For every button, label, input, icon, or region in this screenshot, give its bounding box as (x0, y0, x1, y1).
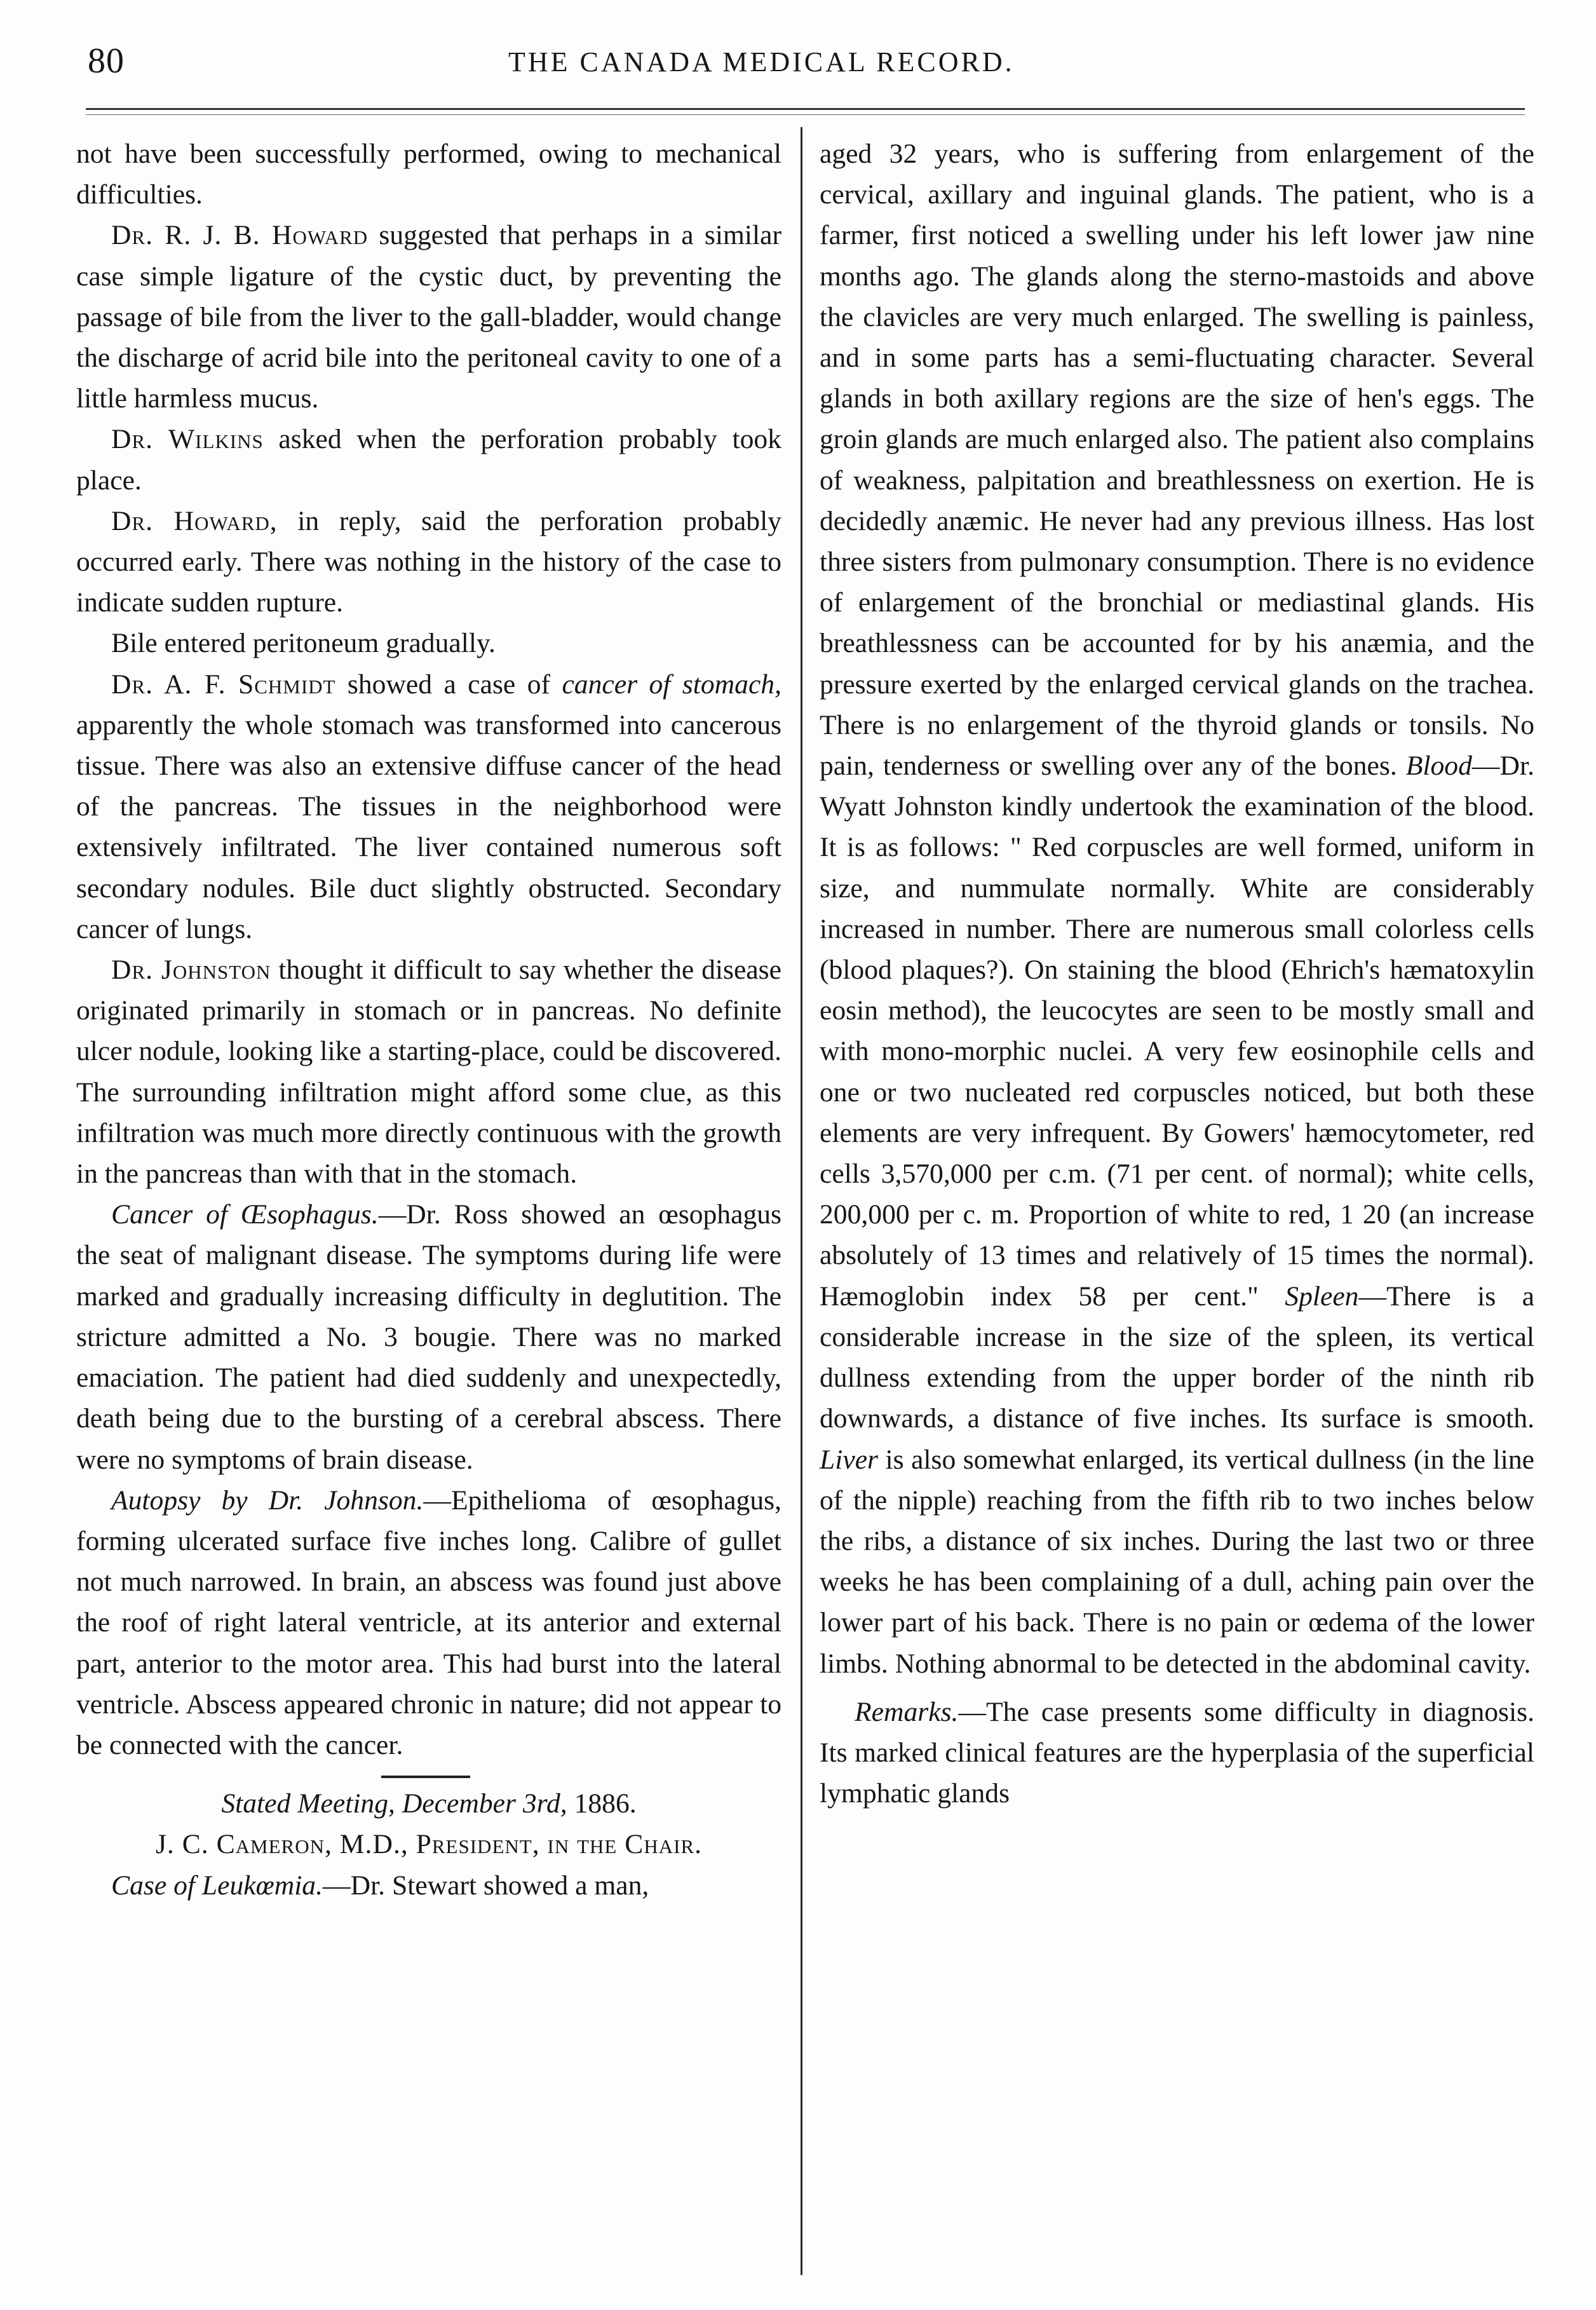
paragraph (820, 1692, 1534, 1814)
right-column (820, 133, 1534, 1814)
paragraph (76, 664, 781, 949)
paragraph: Bile entered peritoneum gradually. (111, 628, 496, 659)
paragraph-text: asked when the perforation probably took place. (76, 424, 781, 496)
paragraph-text: —Dr. Wyatt Johnston kindly undertook the examination of the blood. It is as follows: " Red corpuscles are well formed, uniform in size, and nummulate normally. White are considerably increased in number. There are numerous small colorless cells (blood plaques?). On staining the blood (Ehrich's hæmatoxylin eosin method), the leucocytes are seen to be mostly small and with mono-morphic nuclei. A very few eosinophile cells and one or two nucleated red corpuscles noticed, but both these elements are very infrequent. By Gowers' hæmocytometer, red cells 3,570,000 per c.m. (71 per cent. of normal); white cells, 200,000 per c. m. Proportion of white to red, 1 20 (an increase absolutely of 13 times and relatively of 15 times the normal). Hæmoglobin index 58 per cent." (820, 751, 1534, 1312)
paragraph (76, 1865, 781, 1906)
paragraph: not have been successfully performed, owing to mechanical difficulties. (76, 139, 781, 210)
section-heading: Liver (820, 1444, 879, 1475)
chair-line: J. C. Cameron, M.D., President, in the Chair. (155, 1829, 703, 1860)
paragraph-text: —Dr. Ross showed an œsophagus the seat of malignant disease. The symptoms during life were marked and gradually increasing difficulty in deglutition. The stricture admitted a No. 3 bougie. There was no marked emaciation. The patient had died suddenly and unexpectedly, death being due to the bursting of a cerebral abscess. There were no symptoms of brain disease. (76, 1199, 782, 1475)
paragraph (76, 501, 781, 623)
paragraph-text: aged 32 years, who is suffering from enlargement of the cervical, axillary and inguinal glands. The patient, who is a farmer, first noticed a swelling under his left lower jaw nine months ago. The glands along the sterno-mastoids and above the clavicles are very much enlarged. The swelling is painless, and in some parts has a semi-fluctuating character. Several glands in both axillary regions are the size of hen's eggs. The groin glands are much enlarged also. The patient also complains of weakness, palpitation and breathlessness on exertion. He is decidedly anæmic. He never had any previous illness. Has lost three sisters from pulmonary consumption. There is no evidence of enlargement of the bronchial or mediastinal glands. His breathlessness can be accounted for by his anæmia, and the pressure exerted by the enlarged cervical glands on the trachea. There is no enlargement of the thyroid glands or tonsils. No pain, tenderness or swelling over any of the bones. (820, 139, 1534, 782)
page-number: 80 (88, 41, 125, 81)
speaker-name: Dr. Howard, (111, 505, 278, 536)
paragraph (76, 215, 781, 419)
paragraph-text: is also somewhat enlarged, its vertical dullness (in the line of the nipple) reaching from the fifth rib to two inches below the ribs, a distance of six inches. During the last two or three weeks he has been complaining of a dull, aching pain over the lower part of his back. There is no pain or œdema of the lower limbs. Nothing abnormal to be detected in the abdominal cavity. (820, 1444, 1534, 1679)
section-heading: Remarks. (855, 1696, 959, 1727)
paragraph (76, 419, 781, 500)
paragraph-text: suggested that perhaps in a similar case simple ligature of the cystic duct, by preventing the passage of bile from the liver to the gall-bladder, would change the discharge of acrid bile into the peritoneal cavity to one of a little harmless mucus. (76, 220, 782, 414)
section-heading: Case of Leukœmia. (111, 1870, 323, 1901)
paragraph-text: —The case presents some difficulty in diagnosis. Its marked clinical features are the hyperplasia of the superficial lymphatic glands (820, 1696, 1534, 1809)
section-rule (381, 1776, 470, 1778)
speaker-name: Dr. Johnston (111, 955, 271, 986)
paragraph (820, 133, 1534, 1684)
paragraph (76, 1480, 781, 1765)
paragraph-text: showed a case of (335, 669, 562, 700)
paragraph-text: apparently the whole stomach was transformed into cancerous tissue. There was also an extensive diffuse cancer of the head of the pancreas. The tissues in the neighborhood were extensively infiltrated. The liver contained numerous soft secondary nodules. Bile duct slightly obstructed. Secondary cancer of lungs. (76, 709, 781, 944)
speaker-name: Dr. Wilkins (111, 424, 264, 455)
paragraph (76, 1194, 781, 1479)
meeting-heading (76, 1783, 781, 1824)
meeting-year: 1886. (567, 1788, 637, 1819)
paragraph-text: —Dr. Stewart showed a man, (323, 1870, 649, 1901)
section-heading: Blood (1405, 751, 1472, 782)
meeting-date: Stated Meeting, December 3rd, (221, 1788, 567, 1819)
running-head: THE CANADA MEDICAL RECORD. (508, 46, 1015, 78)
paragraph-text: —There is a considerable increase in the size of the spleen, its vertical dullness extending from the upper border of the ninth rib downwards, a distance of five inches. Its surface is smooth. (820, 1281, 1534, 1434)
paragraph-text: thought it difficult to say whether the disease originated primarily in stomach or in pancreas. No definite ulcer nodule, looking like a starting-place, could be discovered. The surrounding infiltration might afford some clue, as this infiltration was much more directly continuous with the growth in the pancreas than with that in the stomach. (76, 955, 781, 1190)
italic-term: cancer of stomach, (562, 669, 781, 700)
left-column (76, 133, 781, 1906)
section-heading: Spleen (1285, 1281, 1359, 1312)
speaker-name: Dr. R. J. B. Howard (111, 220, 369, 251)
column-divider (801, 127, 802, 2275)
paragraph-text: in reply, said the perforation probably occurred early. There was nothing in the history of the case to indicate sudden rupture. (76, 505, 782, 618)
page-header (76, 36, 1531, 99)
section-heading: Autopsy by Dr. Johnson. (111, 1485, 424, 1516)
paragraph (76, 949, 781, 1194)
speaker-name: Dr. A. F. Schmidt (111, 669, 336, 700)
header-rule-thin (86, 114, 1525, 115)
section-heading: Cancer of Œsophagus. (111, 1199, 379, 1230)
header-rule (86, 108, 1525, 110)
paragraph-text: —Epithelioma of œsophagus, forming ulcerated surface five inches long. Calibre of gullet not much narrowed. In brain, an abscess was found just above the roof of right lateral ventricle, at its anterior and external part, anterior to the motor area. This had burst into the lateral ventricle. Abscess appeared chronic in nature; did not appear to be connected with the cancer. (76, 1485, 781, 1760)
